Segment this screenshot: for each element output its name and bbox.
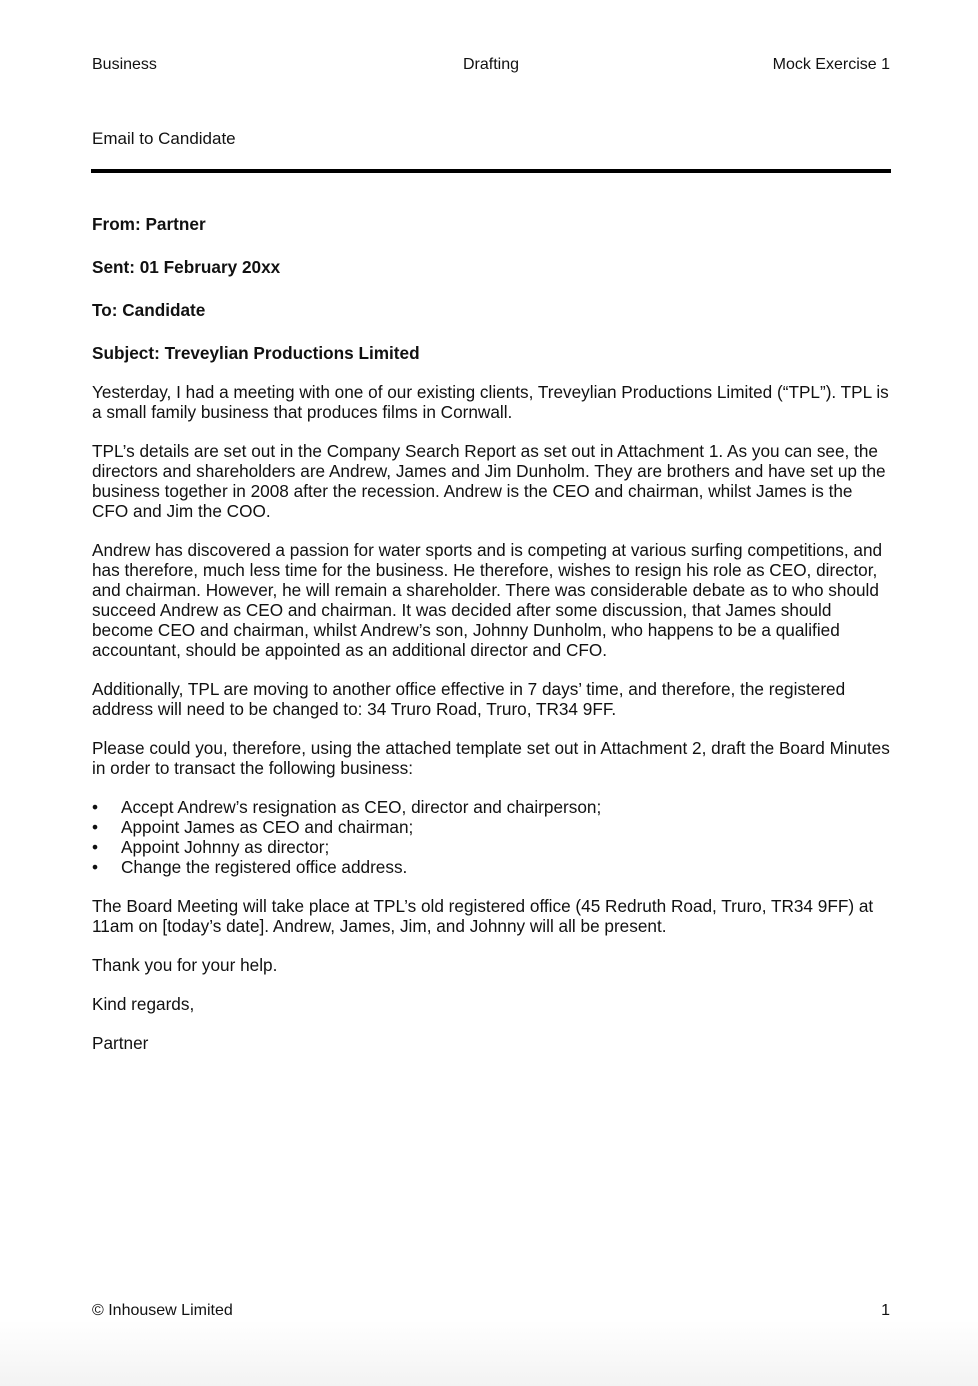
list-item-text: Change the registered office address. [121,857,408,877]
document-title: Email to Candidate [92,129,236,148]
paragraph-board-changes: Andrew has discovered a passion for water sports and is competing at various surfing competitions, and has therefore, much less time for the business. He therefore, wishes to resign his role as CEO, director, and chairman. However, he will remain a shareholder. There was considerable debate as to who should succeed Andrew as CEO and chairman. It was decided after some discussion, that James should become CEO and chairman, whilst Andrew’s son, Johnny Dunholm, who happens to be a qualified accountant, should be appointed as an additional director and CFO. [92,540,883,660]
list-item [92,857,892,877]
bullet-icon: • [92,797,99,817]
paragraph-thanks: Thank you for your help. [92,955,278,975]
paragraph-meeting-details: The Board Meeting will take place at TPL’s old registered office (45 Redruth Road, Truro, TR34 9FF) at 11am on [today’s date]. Andrew, James, Jim, and Johnny will all be present. [92,896,874,936]
bullet-icon: • [92,857,99,877]
list-item-text: Accept Andrew’s resignation as CEO, director and chairperson; [121,797,602,817]
list-item [92,817,892,837]
page-number: 1 [881,1302,890,1319]
paragraph-office-move: Additionally, TPL are moving to another office effective in 7 days’ time, and therefore, the registered address will need to be changed to: 34 Truro Road, Truro, TR34 9FF. [92,679,846,719]
header-section-label: Drafting [462,56,520,73]
list-item-text: Appoint Johnny as director; [121,837,330,857]
email-from: From: Partner [92,214,206,234]
signature: Partner [92,1033,149,1053]
paragraph-company-details: TPL’s details are set out in the Company Search Report as set out in Attachment 1. As you can see, the directors and shareholders are Andrew, James and Jim Dunholm. They are brothers and have set up the business together in 2008 after the recession. Andrew is the CEO and chairman, whilst James is the CFO and Jim the COO. [92,441,886,521]
list-item [92,837,892,857]
business-items-list [92,797,892,877]
paragraph-request: Please could you, therefore, using the attached template set out in Attachment 2, draft the Board Minutes in order to transact the following business: [92,738,890,778]
email-body [92,214,892,1072]
title-divider [91,169,891,173]
bullet-icon: • [92,817,99,837]
email-subject: Subject: Treveylian Productions Limited [92,343,420,363]
header-exercise-label: Mock Exercise 1 [772,56,890,73]
email-to: To: Candidate [92,300,206,320]
paragraph-intro: Yesterday, I had a meeting with one of our existing clients, Treveylian Productions Limited (“TPL”). TPL is a small family business that produces films in Cornwall. [92,382,889,422]
bullet-icon: • [92,837,99,857]
list-item [92,797,892,817]
copyright-notice: © Inhousew Limited [92,1302,233,1319]
page-header [92,56,890,76]
list-item-text: Appoint James as CEO and chairman; [121,817,414,837]
email-sent: Sent: 01 February 20xx [92,257,281,277]
header-subject-label: Business [92,56,157,73]
paragraph-regards: Kind regards, [92,994,195,1014]
